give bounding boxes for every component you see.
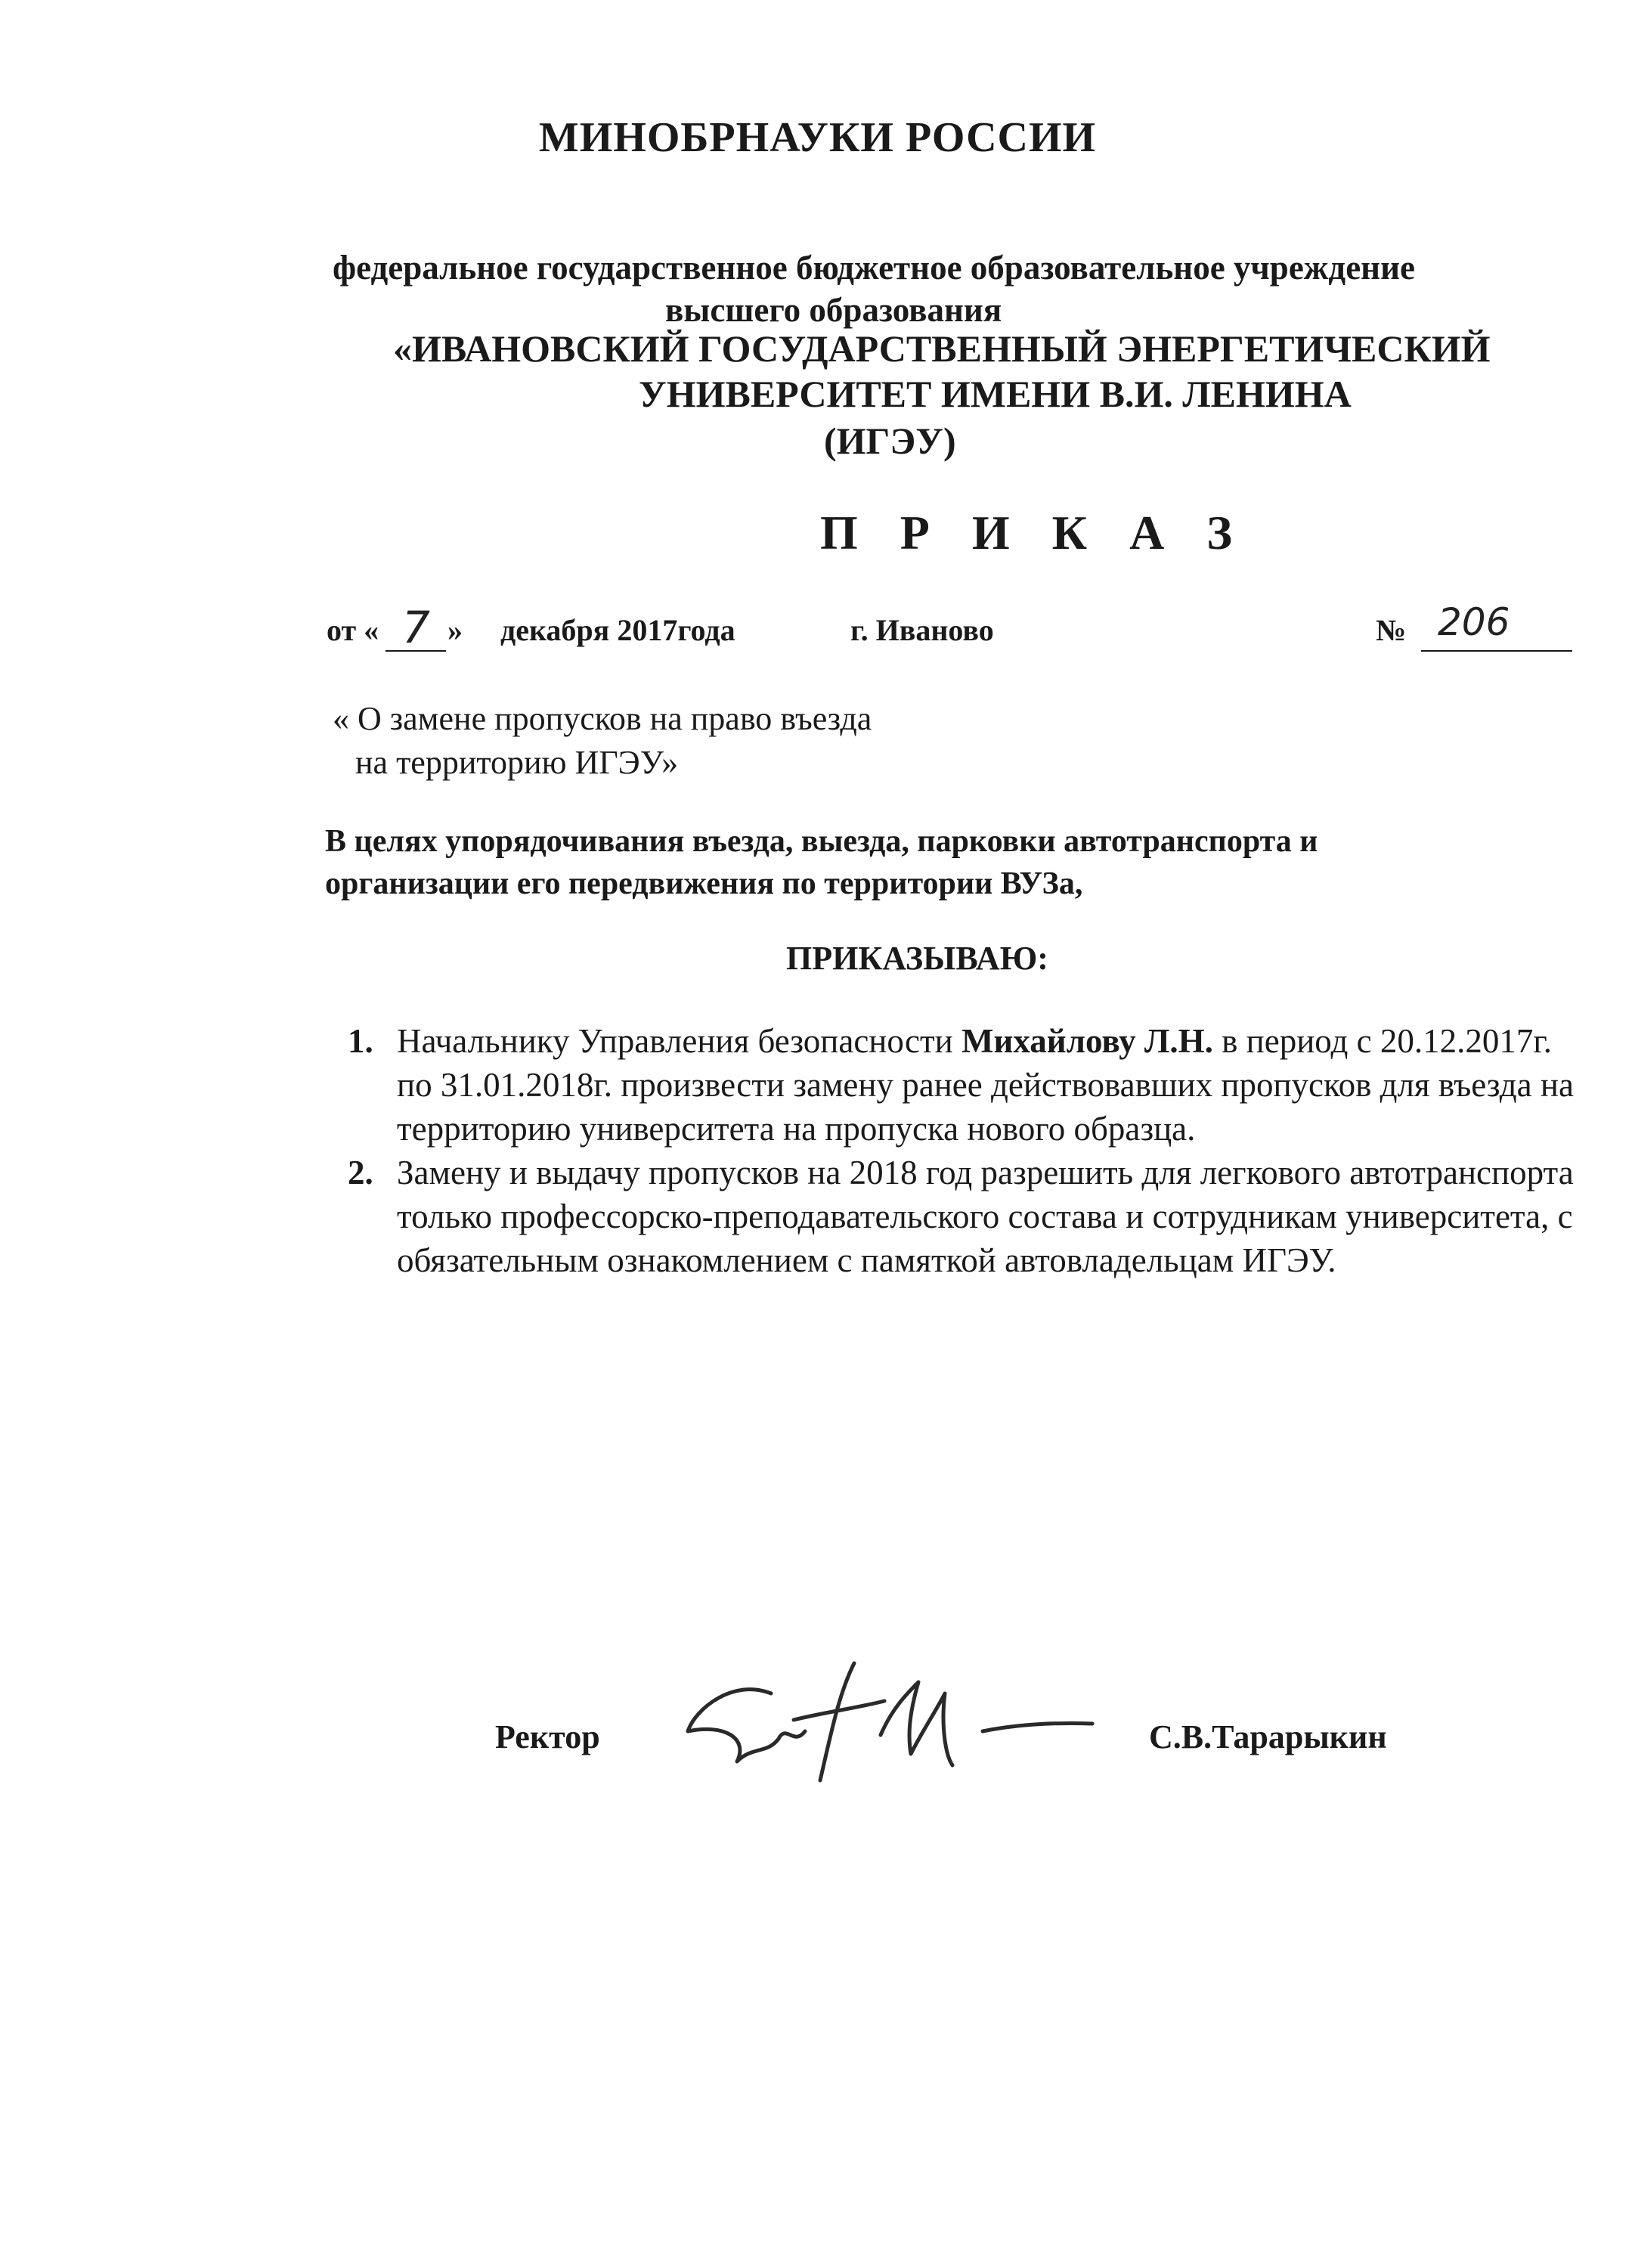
document-city: г. Иваново xyxy=(850,613,994,647)
date-month-year: декабря 2017года xyxy=(500,613,735,647)
order-items-list xyxy=(348,1019,1587,1282)
date-close-quote: » xyxy=(447,613,463,647)
date-day-field xyxy=(386,602,446,653)
org-type-line2: высшего образования xyxy=(665,291,1002,329)
document-number-handwritten: 206 xyxy=(1438,600,1510,644)
org-type-line1: федеральное государственное бюджетное образовательное учреждение xyxy=(333,249,1416,287)
preamble-line2: организации его передвижения по территории ВУЗа, xyxy=(325,866,1083,901)
subject-line2: на территорию ИГЭУ» xyxy=(355,744,679,781)
subject-line1: « О замене пропусков на право въезда xyxy=(333,700,872,737)
university-name-line1: «ИВАНОВСКИЙ ГОСУДАРСТВЕННЫЙ ЭНЕРГЕТИЧЕСКИЙ xyxy=(393,327,1491,370)
university-abbreviation: (ИГЭУ) xyxy=(824,420,956,462)
document-type-title: П Р И К А З xyxy=(820,506,1248,559)
order-item xyxy=(348,1151,1587,1282)
responsible-person: Михайлову Л.Н. xyxy=(961,1022,1213,1060)
item-number: 2. xyxy=(348,1154,373,1191)
document-number-field xyxy=(1421,600,1572,652)
date-prefix: от « xyxy=(327,613,379,647)
signatory-name: С.В.Тарарыкин xyxy=(1149,1718,1387,1755)
number-label: № xyxy=(1376,613,1407,647)
signatory-title: Ректор xyxy=(495,1718,600,1755)
ministry-title: МИНОБРНАУКИ РОССИИ xyxy=(538,114,1097,161)
date-day-handwritten: 7 xyxy=(402,602,430,653)
order-item xyxy=(348,1019,1587,1151)
order-heading: ПРИКАЗЫВАЮ: xyxy=(786,940,1048,977)
university-name-line2: УНИВЕРСИТЕТ ИМЕНИ В.И. ЛЕНИНА xyxy=(639,373,1352,415)
order-preamble xyxy=(325,820,1318,905)
order-subject xyxy=(333,697,872,785)
item-text: Замену и выдачу пропусков на 2018 год разрешить для легкового автотранспорта только профессорско-преподавательского состава и сотрудникам университета, с обязательным ознакомлением с памяткой автовладельцам ИГЭУ. xyxy=(397,1154,1574,1279)
handwritten-signature xyxy=(680,1648,1104,1792)
item-text-end: в период с 20.12.2017г. по 31.01.2018г. произвести замену ранее действовавших пропусков для въезда на территорию университета на пропуска нового образца. xyxy=(397,1022,1574,1148)
item-text-start: Начальнику Управления безопасности xyxy=(397,1022,961,1060)
preamble-line1: В целях упорядочивания въезда, выезда, парковки автотранспорта и xyxy=(325,824,1318,859)
item-number: 1. xyxy=(348,1022,373,1060)
